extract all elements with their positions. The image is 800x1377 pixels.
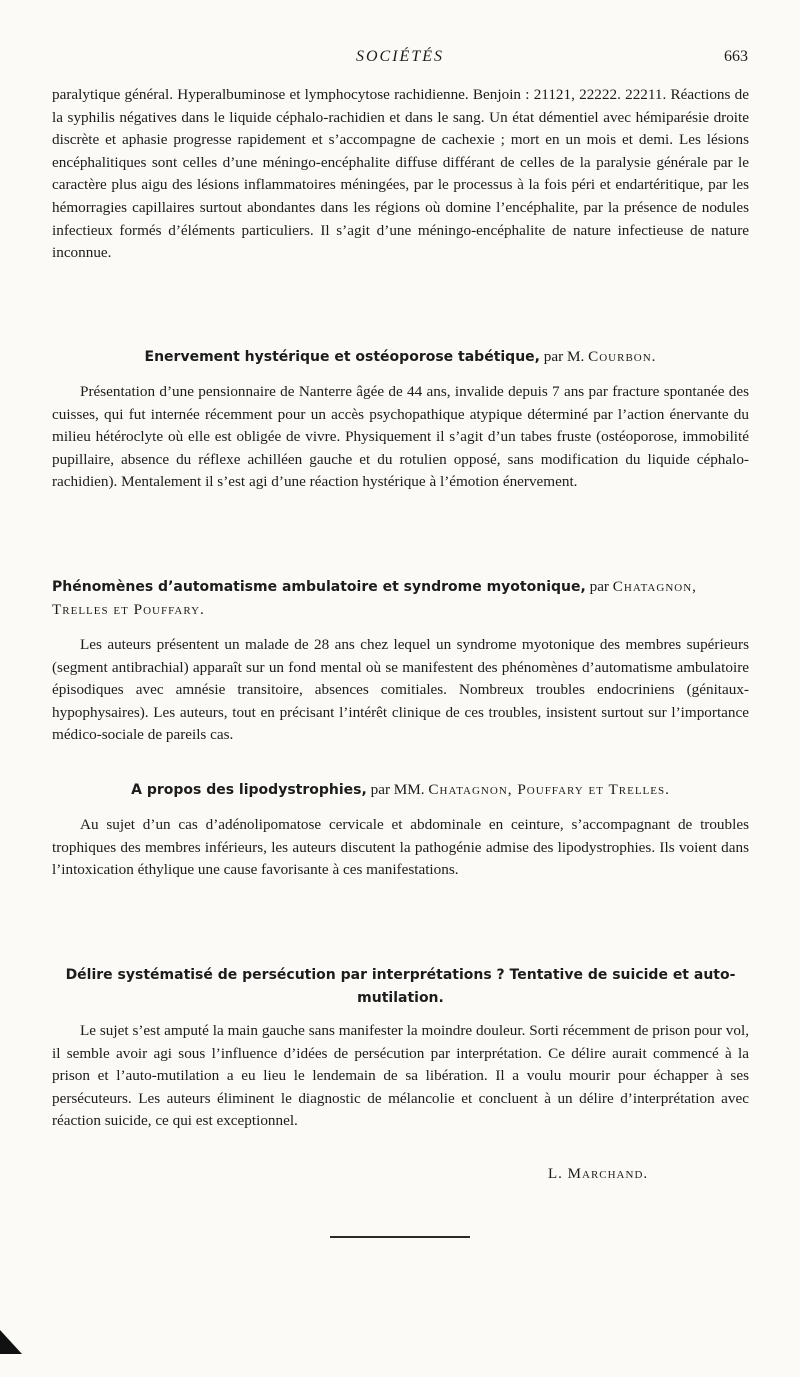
author-prefix: par MM. xyxy=(370,781,425,798)
signature: L. Marchand. xyxy=(548,1166,649,1182)
end-rule xyxy=(330,1236,470,1238)
section-heading-lipodystrophies xyxy=(52,779,749,802)
running-head xyxy=(52,48,748,68)
section-body-lipodystrophies: Au sujet d’un cas d’adénolipomatose cervicale et abdominale en ceinture, s’accompagnant de troubles trophiques des membres inférieurs, les auteurs discutent la pathogénie admise des lipodystrophies. Ils voient dans l’intoxication éthylique une cause favorisante à ces manifestations. xyxy=(52,816,749,879)
section-title: A propos des lipodystrophies, xyxy=(131,782,367,798)
section-body-automatisme: Les auteurs présentent un malade de 28 ans chez lequel un syndrome myotonique des membres supérieurs (segment antibrachial) apparaît sur un fond mental où se manifestent des phénomènes d’automatisme ambulatoire épisodiques avec amnésie transitoire, absences comitiales. Nombreux troubles endocriniens (génitaux-hypophysaires). Les auteurs, tout en précisant l’intérêt clinique de ces troubles, insistent surtout sur l’importance médico-sociale de pareils cas. xyxy=(52,636,749,744)
section-body-enervement: Présentation d’une pensionnaire de Nanterre âgée de 44 ans, invalide depuis 7 ans par fracture spontanée des cuisses, qui fut internée récemment pour un accès psychopathique atypique déterminé par l’action énervante du milieu hétéroclyte où elle est obligée de vivre. Physiquement il s’agit d’un tabes fruste (ostéoporose, immobilité pupillaire, absence du réflexe achilléen gauche et du rotulien opposé, sans modification du liquide céphalo-rachidien). Mentalement il s’est agi d’une réaction hystérique à l’émotion énervement. xyxy=(52,383,749,491)
section-heading-delire xyxy=(52,964,749,1009)
intro-paragraph: paralytique général. Hyperalbuminose et lymphocytose rachidienne. Benjoin : 21121, 22222. 22211. Réactions de la syphilis négatives dans le liquide céphalo-rachidien et dans le sang. Un état démentiel avec hémiparésie droite discrète et aphasie progresse rapidement et s’accompagne de cachexie ; mort en un mois et demi. Les lésions encéphalitiques sont celles d’une méningo-encéphalite diffuse différant de celles de la paralysie générale par le caractère plus aigu des lésions inflammatoires méningées, par le processus à la fois péri et endartéritique, par les hémorragies capillaires surtout abondantes dans les régions où domine l’encéphalite, par la présence de nodules infectieux formés d’éléments particuliers. Il s’agit d’une méningo-encéphalite de nature infectieuse de nature inconnue. xyxy=(52,86,749,262)
section-title: Délire systématisé de persécution par interprétations ? Tentative de suicide et auto-mutilation. xyxy=(65,967,736,1006)
section-heading-automatisme xyxy=(52,576,749,621)
section-title: Phénomènes d’automatisme ambulatoire et syndrome myotonique, xyxy=(52,579,586,595)
section-body-delire: Le sujet s’est amputé la main gauche sans manifester la moindre douleur. Sorti récemment de prison pour vol, il semble avoir agi sous l’influence d’idées de persécution par interprétation. Ce délire aurait commencé à la prison et l’auto-mutilation a eu lieu le lendemain de sa libération. Il a voulu mourir pour échapper à ses persécuteurs. Les auteurs éliminent le diagnostic de mélancolie et concluent à un délire d’interprétation avec réaction suicide, ce qui est exceptionnel. xyxy=(52,1022,749,1130)
author-prefix: par M. xyxy=(543,348,585,365)
author-prefix: par xyxy=(589,578,609,595)
running-title: SOCIÉTÉS xyxy=(356,48,444,65)
section-title: Enervement hystérique et ostéoporose tabétique, xyxy=(144,349,540,365)
section-authors: Chatagnon, Pouffary et Trelles. xyxy=(428,781,670,798)
page-number: 663 xyxy=(724,48,748,65)
section-heading-enervement xyxy=(52,346,749,369)
section-authors: Chatagnon, Trelles et Pouffary. xyxy=(52,578,697,618)
section-authors: Courbon. xyxy=(588,348,657,365)
scan-corner-mark xyxy=(0,1330,22,1354)
